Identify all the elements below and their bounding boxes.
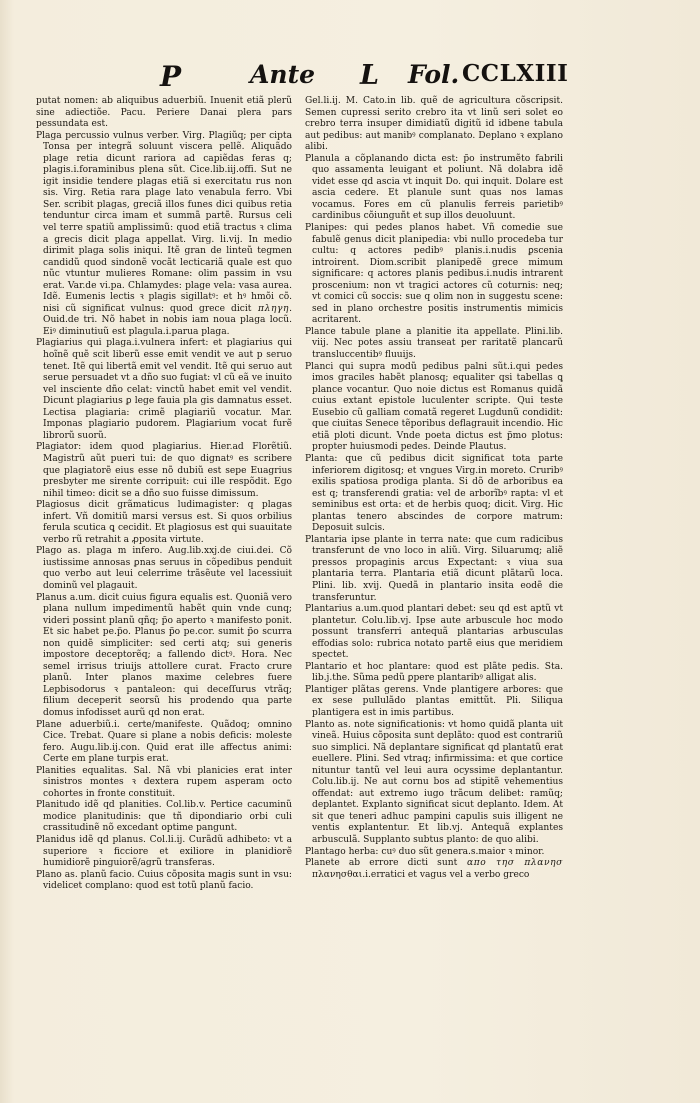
entry-text: Plagiator: idem quod plagiarius. Hier.ad Florẽtiũ. Magistrũ aũt pueri tui: de quo dignatꝰ es scribere que plagiatorẽ eius esse nõ dubiũ est sepe Euagrius presbyter me sirente corripuit: cui ille respõdit. Ego nihil timeo: dicit se a dño suo fuisse dimissum. bbox=[36, 442, 292, 499]
entry-text: Plago as. plaga m infero. Aug.lib.xxj.de ciui.dei. Cõ iustissime annosas ꝑnas seruus in cõpedibus penduit quo verbo aut leui celerrime trãsẽute vel lacessiuit dominũ vel plagauit. bbox=[36, 546, 292, 591]
dictionary-entry bbox=[36, 500, 292, 546]
entry-text: Plano as. planũ facio. Cuius cõposita magis sunt in vsu: videlicet complano: quod est totũ planũ facio. bbox=[36, 869, 292, 892]
dictionary-entry bbox=[305, 662, 563, 685]
dictionary-entry bbox=[36, 835, 292, 870]
entry-text: Planitudo idẽ qd planities. Col.lib.v. Pertice cacuminũ modice planitudinis: que tñ dipondiario orbi culi crassitudinẽ nõ excedant optime pangunt. bbox=[36, 800, 292, 834]
entry-text: Planipes: qui pedes planos habet. Vñ comedie sue fabulẽ genus dicit planipedia: vbi nullo procedeba tur cultu: q actores pedibꝰ planis.i.nudis ꝑscenia introirent. Diom.scribit planipedẽ grece mimum significare: q actores planis pedibus.i.nudis intrarent proscenium: non vt tragici actores cũ coturnis: neq; vt comici cũ soccis: sue q olim non in suggestu scene: sed in plano orchestre positis instrumentis mimicis acritarent. bbox=[305, 223, 563, 326]
dictionary-entry bbox=[36, 131, 292, 339]
dictionary-entry bbox=[305, 858, 563, 881]
entry-text: Plantario et hoc plantare: quod est plãte pedis. Sta. lib.j.the. Sũma pedũ ꝑpere plantaribꝰ alligat alis. bbox=[305, 661, 563, 684]
dictionary-entry bbox=[305, 847, 563, 859]
entry-text: Planities equalitas. Sal. Nã vbi planicies erat inter sinistros montes ꝛ dextera rupem asperam octo cohortes in fronte constituit. bbox=[36, 765, 292, 799]
dictionary-entry bbox=[36, 800, 292, 835]
greek-text: πληγη bbox=[251, 303, 290, 314]
entry-text: Gel.li.ij. M. Cato.in lib. quẽ de agricultura cõscripsit. Semen cupressi serito crebro ita vt linũ seri solet eo crebro terra insuper dimidiatũ digitũ id idbene tabula aut pedibus: aut manibꝰ complanato. Deplano ꝛ explano alibi. bbox=[305, 96, 563, 153]
entry-text: Plagiosus dicit grãmaticus ludimagister: q plagas infert. Vñ domitiũ marsi versus est. Si quos orbilius ferula scutica ꝗ cecidit. Et plagiosus est qui suauitate verbo rũ retrahit a ꝓposita virtute. bbox=[36, 500, 292, 545]
header-letter: P bbox=[160, 60, 182, 93]
dictionary-entry bbox=[305, 454, 563, 535]
dictionary-entry bbox=[305, 223, 563, 327]
dictionary-entry bbox=[305, 685, 563, 720]
dictionary-entry bbox=[36, 593, 292, 720]
folio-number: CCLXIII bbox=[462, 60, 569, 87]
entry-text: . Ouid.de tri. Nõ habet in nobis iam noua plaga locũ. Eiꝰ diminutiuũ est plagula.i.parua plaga. bbox=[43, 303, 292, 337]
entry-text: Planidus idẽ qd planus. Col.li.ij. Curãdũ adhibeto: vt a superiore ꝛ ficciore et exiliore in planidiorẽ humidiorẽ pinguiorẽ/agrũ transferas. bbox=[36, 835, 292, 869]
dictionary-entry bbox=[305, 96, 563, 154]
entry-text: Planula a cõplanando dicta est: p̃o instrumẽto fabrili quo assamenta leuigant et poliunt. Nã dolabra idẽ videt esse qd ascia vt inquit Do. qui inquit. Dolare est ascia cedere. Et planule sunt quas nos lamas vocamus. Fores em cũ planulis ferreis parietibꝰ cardinibus cõiunguñt et sup illos deuoluunt. bbox=[305, 153, 563, 222]
entry-text: πλανησθαι.i.erratici et vagus vel a verbo greco bbox=[312, 869, 530, 880]
entry-text: Plantaria ipse plante in terra nate: que cum radicibus transferunt de vno loco in aliũ. Virg. Siluarumq; aliẽ pressos propaginis arcus Expectant: ꝛ viua sua plantaria terra. Plantaria etiã dicunt plãtarũ loca. Plini. lib. xvij. Quedã in plantario insita eodẽ die transferuntur. bbox=[305, 534, 563, 603]
header-word: Ante bbox=[250, 60, 316, 89]
header-letter-2: L bbox=[360, 60, 379, 91]
entry-text: Planta: que cũ pedibus dicit significat tota parte inferiorem digitosq; et vngues Virg.in moreto. Cruribꝰ exilis spatiosa prodiga planta. Si dõ de arboribus ea est q; transferendi gratia: vel de arborĩbꝰ rapta: vl et seminibus est orta: et de herbis quoq; dicit. Virg. Hic plantas tenero abscindes de corpore matrum: Deposuit sulcis. bbox=[305, 453, 563, 534]
dictionary-entry bbox=[36, 720, 292, 766]
dictionary-entry bbox=[36, 870, 292, 893]
entry-text: putat nomen: ab aliquibus aduerbiũ. Inuenit etiã plerũ sine adiectiõe. Pacu. Periere Danai plera pars pessundata est. bbox=[36, 96, 292, 130]
entry-text: Plane aduerbiũ.i. certe/manifeste. Quãdoq; omnino Cice. Trebat. Quare si plane a nobis deficis: moleste fero. Augu.lib.ij.con. Quid erat ille affectus animi: Certe em plane turpis erat. bbox=[36, 719, 292, 765]
header-fol: Fol. bbox=[408, 60, 460, 89]
entry-text: Plantago herba: cuꝰ duo sũt genera.s.maior ꝛ minor. bbox=[305, 846, 545, 857]
entry-text: Plance tabule plane a planitie ita appellate. Plini.lib. viij. Nec potes assiu transeat per raritatẽ plancarũ transluccentibꝰ fluuijs. bbox=[305, 326, 563, 361]
dictionary-entry bbox=[36, 766, 292, 801]
dictionary-entry bbox=[305, 362, 563, 454]
entry-text: Plantarius a.um.quod plantari debet: seu qd est aptũ vt plantetur. Colu.lib.vj. Ipse aute arbuscule hoc modo possunt transferri antequã plantarias arbusculas effodias solo: rubrica notato partẽ eius que meridiem spectet. bbox=[305, 604, 563, 661]
right-column bbox=[305, 96, 563, 881]
entry-text: Planci qui supra modũ pedibus palni sũt.i.qui pedes imos graciles habẽt planosq; equaliter qsi tabellas ꝗ plance vocantur. Quo noie dictus est Romanus quidã cuius extant epistole luculenter scripte. Qui teste Eusebio cũ galliam comatã regeret Lugdunũ condidit: que ciuitas Senece tẽporibus deflagrauit incendio. Hic etiã ploti dicunt. Vnde poeta dictus est p̃mo plotus: propter huiusmodi pedes. Deinde Plautus. bbox=[305, 361, 563, 453]
dictionary-entry bbox=[36, 338, 292, 442]
entry-text: Planto as. note significationis: vt homo quidã planta uit vineã. Huius cõposita sunt deplãto: quod est contrariũ suo simplici. Nã deplantare significat qd plantatũ erat euellere. Plini. Sed vtraq; infirmissima: et que cortice nituntur tantũ vel leui aura ocyssime deplantantur. Colu.lib.ij. Ne aut cornu bos ad stipitẽ vehementius offendat: aut extremo iugo trãcum delibet: ramũq; deplantet. Explanto significat sicut deplanto. Idem. At sit que teneri adhuc pampini capulis suis illigent ne ventis explantentur. Et lib.vj. Antequã explantes arbusculã. Supplanto subtus planto: de quo alibi. bbox=[305, 719, 563, 845]
dictionary-entry bbox=[36, 96, 292, 131]
dictionary-entry bbox=[36, 546, 292, 592]
entry-text: Plagiarius qui plaga.i.vulnera infert: et plagiarius qui hoĩnẽ quẽ scit liberũ esse emit vendit ve aut p seruo tenet. Itẽ qui libertã emit vel vendit. Itẽ qui seruo aut serue persuadet vt a dño suo fugiat: vl cũ eã ve inuito vel insciente dño celat: vinctũ habet emit vel vendit. Dicunt plagiarius ꝑ lege fauia pla gis damnatus esset. Lectisa plagiaria: crimẽ plagiariũ vocatur. Mar. Imponas plagiario pudorem. Plagiarium vocat furẽ librorũ suorũ. bbox=[36, 338, 292, 441]
dictionary-entry bbox=[305, 154, 563, 223]
greek-text: απο τησ πλανησ bbox=[457, 858, 563, 869]
entry-text: Plantiger plãtas gerens. Vnde plantigere arbores: que ex sese pullulãdo plantas emittũt. Pli. Siliqua plantigera est in imis partibus. bbox=[305, 684, 563, 718]
dictionary-entry bbox=[305, 604, 563, 662]
entry-text: Plaga percussio vulnus verber. Virg. Plagiũq; per cipta Tonsa per integrã soluunt viscera pellẽ. Aliquãdo plage retia dicunt rariora ad capiẽdas feras q; plagis.i.foraminibus plena sũt. Cice.lib.iij.offi. Sut ne igit insidie tendere plagas etiã si exercitatu rus non sis. Virg. Retia rara plage lato venabula ferro. Vbi Ser. scribit plagas, greciã illos funes dici quibus retia tenduntur circa imam et summã partẽ. Rursus celi vel terre spatiũ amplissimũ: quod etiã tractus ꝛ clima a grecis dicit plaga appellat. Virg. li.vij. In medio dirimit plaga solis iniqui. Itẽ gran de linteũ tegmen candidũ quod sindonẽ vocãt lecticariã quale est quo nũc vtuntur mulieres Romane: olim passim in vsu erat. Var.de vi.pa. Chlamydes: plage vela: vasa aurea. Idẽ. Eumenis lectis ꝛ plagis sigillatꝰ: et hꝰ hmõi cõ. nisi cũ significat vulnus: quod grece dicit bbox=[36, 130, 292, 314]
dictionary-entry bbox=[305, 535, 563, 604]
left-column bbox=[36, 96, 292, 893]
page-header bbox=[150, 60, 569, 93]
dictionary-entry bbox=[305, 327, 563, 362]
dictionary-entry bbox=[36, 442, 292, 500]
dictionary-entry bbox=[305, 720, 563, 847]
entry-text: Planete ab errore dicti sunt bbox=[305, 858, 458, 869]
entry-text: Planus a.um. dicit cuius figura equalis est. Quoniã vero plana nullum impedimentũ habẽt quin vnde cunq; videri possint planũ qñq; p̃o aperto ꝛ manifesto ponit. Et sic habet pe.p̃o. Planus p̃o pe.cor. sumit p̃o scurra non quidẽ simpliciter: sed certi atq; sui generis impostore deceptorẽq; a fallendo dictꝰ. Hora. Nec semel irrisus triuijs attollere curat. Fracto crure planũ. Inter planos maxime celebres fuere Lepbisodorus ꝛ pantaleon: qui deceſſurus vtrãq; filium deceperit seorsũ his prodendo qua parte domus infodisset aurũ qd non erat. bbox=[36, 592, 292, 718]
